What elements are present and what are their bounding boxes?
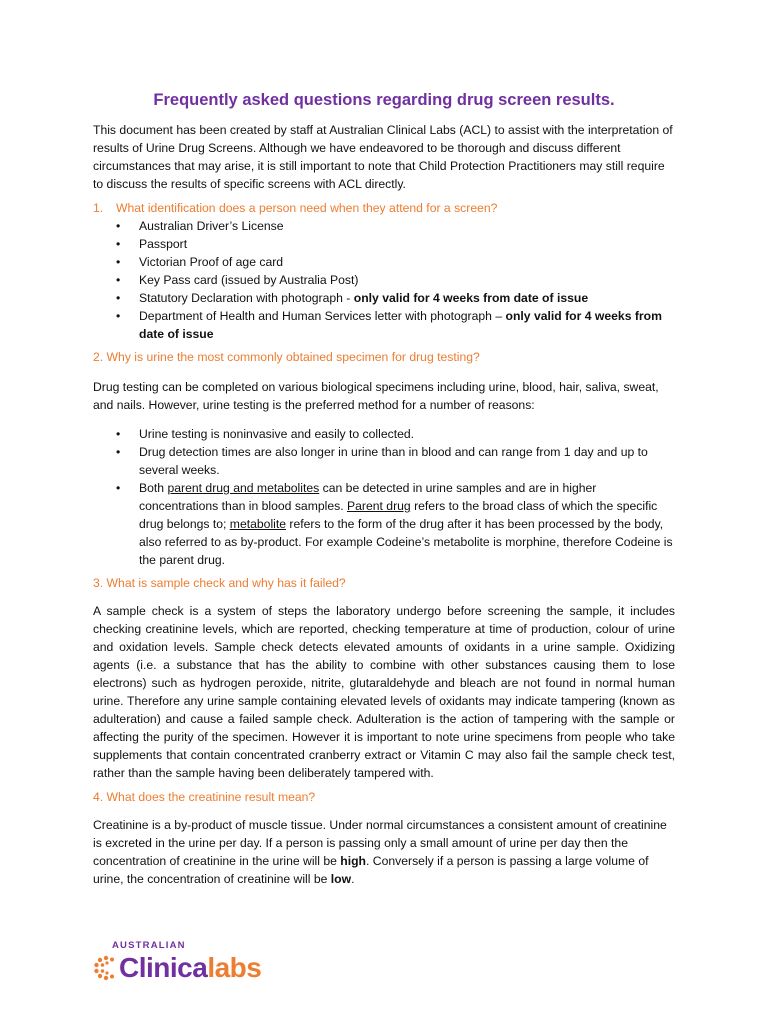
list-item-bold: only valid for 4 weeks from date of issue [139,309,662,341]
logo-main [93,952,261,984]
question-1 [93,199,675,217]
question-3: 3. What is sample check and why has it failed? [93,576,346,590]
text-run: . [351,872,355,886]
company-logo [93,941,261,984]
underlined-term: Parent drug [347,499,411,513]
logo-wordmark [119,952,261,984]
document-page [93,88,675,888]
logo-word-labs: labs [207,952,262,983]
id-list [116,217,675,343]
question-4-body [93,816,675,888]
question-4: 4. What does the creatinine result mean? [93,790,316,804]
underlined-term: metabolite [229,517,287,531]
logo-word-clinica: Clinica [119,952,208,983]
list-item-text: Statutory Declaration with photograph - [139,291,354,305]
list-item [116,307,675,343]
list-item: • Australian Driver’s License [116,217,675,235]
question-1-text: What identification does a person need when they attend for a screen? [116,201,498,215]
page-title: Frequently asked questions regarding drug screen results. [153,91,615,109]
bold-term: high [340,854,367,868]
list-item: • Urine testing is noninvasive and easily to collected. [116,425,675,443]
list-item-bold: only valid for 4 weeks from date of issue [353,291,589,305]
text-run: . Conversely if a person is passing a large volume of urine, the concentration of creatinine will be [93,854,649,886]
question-2: 2. Why is urine the most commonly obtained specimen for drug testing? [93,350,480,364]
text-run: refers to the form of the drug after it has been processed by the body, also referred to as by-product. For example Codeine’s metabolite is morphine, therefore Codeine is the parent drug. [139,517,673,567]
question-1-number: 1. [93,201,104,215]
logo-top-text: AUSTRALIAN [112,940,186,951]
question-3-body: A sample check is a system of steps the laboratory undergo before screening the sample, it includes checking creatinine levels, which are reported, checking temperature at time of production, colour of urine and oxidation levels. Sample check detects elevated amounts of oxidants in a urine sample. Oxidizing agents (i.e. a substance that has the ability to combine with other substances causing them to lose electrons) such as hydrogen peroxide, nitrite, glutaraldehyde and bleach are not found in normal human urine. Therefore any urine sample containing elevated levels of oxidants may indicate tampering (known as adulteration) and cause a failed sample check. Adulteration is the action of tampering with the sample or affecting the purity of the specimen. However it is important to note urine specimens from people who take supplements that contain concentrated cranberry extract or Vitamin C may also fail the sample check test, rather than the sample having been deliberately tampered with. [93,604,675,780]
intro-paragraph: This document has been created by staff at Australian Clinical Labs (ACL) to assist with the interpretation of results of Urine Drug Screens. Although we have endeavored to be thorough and discuss different circumstances that may arise, it is still important to note that Child Protection Practitioners may still require to discuss the results of specific screens with ACL directly. [93,123,673,191]
list-item: • Key Pass card (issued by Australia Post) [116,271,675,289]
list-item: • Drug detection times are also longer in urine than in blood and can range from 1 day and up to several weeks. [116,443,675,479]
text-run: Creatinine is a by-product of muscle tissue. Under normal circumstances a consistent amount of creatinine is excreted in the urine per day. If a person is passing only a small amount of urine per day then the concentration of creatinine in the urine will be [93,818,667,868]
reasons-list [116,425,675,569]
underlined-term: parent drug and metabolites [167,481,320,495]
list-item-text: Department of Health and Human Services letter with photograph – [139,309,506,323]
text-run: can be detected in urine samples and are in higher concentrations than in blood samples. [139,481,597,513]
list-item [116,479,675,569]
bold-term: low [330,872,352,886]
dots-logo-icon [93,955,119,981]
list-item: • Passport [116,235,675,253]
text-run: Both [139,481,168,495]
text-run: refers to the broad class of which the specific drug belongs to; [139,499,658,531]
question-2-body: Drug testing can be completed on various biological specimens including urine, blood, hair, saliva, sweat, and nails. However, urine testing is the preferred method for a number of reasons: [93,380,659,412]
list-item: • Victorian Proof of age card [116,253,675,271]
list-item [116,289,675,307]
